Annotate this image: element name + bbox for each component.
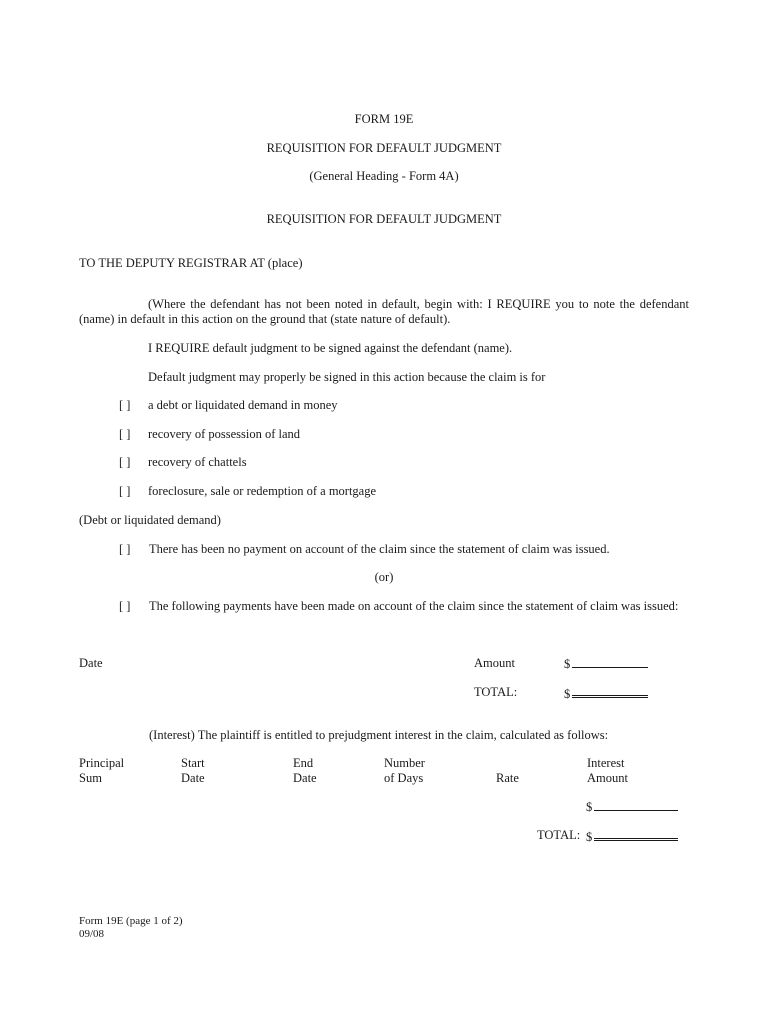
column-header-line1 (496, 756, 519, 771)
currency-symbol: $ (586, 830, 593, 844)
claim-option-label: foreclosure, sale or redemption of a mortgage (148, 484, 377, 498)
no-payment-option: There has been no payment on account of the claim since the statement of claim was issued. (149, 542, 610, 556)
document-title: REQUISITION FOR DEFAULT JUDGMENT (266, 141, 502, 155)
form-number: FORM 19E (354, 112, 414, 126)
column-header-line2: Rate (496, 771, 519, 785)
column-header-line1: Start (181, 756, 205, 770)
total-blank-line (572, 685, 648, 698)
claim-option-label: a debt or liquidated demand in money (148, 398, 338, 412)
interest-total-label: TOTAL: (537, 828, 581, 842)
currency-symbol: $ (586, 800, 593, 814)
payment-date-label: Date (79, 656, 103, 670)
claim-intro: Default judgment may properly be signed in this action because the claim is for (148, 370, 546, 384)
column-header-number-of-days (384, 756, 425, 786)
checkbox[interactable]: [ ] (119, 542, 131, 556)
column-header-line2: of Days (384, 771, 424, 785)
checkbox[interactable]: [ ] (119, 455, 131, 469)
payment-amount-label: Amount (474, 656, 515, 670)
column-header-line2: Date (293, 771, 317, 785)
addressee-line: TO THE DEPUTY REGISTRAR AT (place) (79, 256, 303, 270)
column-header-end-date (293, 756, 317, 786)
column-header-interest-amount (587, 756, 628, 786)
claim-option-label: recovery of possession of land (148, 427, 301, 441)
checkbox[interactable]: [ ] (119, 484, 131, 498)
interest-total-field[interactable] (586, 828, 678, 845)
require-paragraph: I REQUIRE default judgment to be signed against the defendant (name). (148, 341, 513, 355)
footer-form-page: Form 19E (page 1 of 2) (79, 915, 183, 927)
checkbox[interactable]: [ ] (119, 427, 131, 441)
or-separator: (or) (374, 570, 394, 584)
checkbox[interactable]: [ ] (119, 599, 131, 613)
column-header-rate (496, 756, 519, 786)
interest-blank-line (594, 799, 678, 811)
column-header-start-date (181, 756, 205, 786)
column-header-line2: Amount (587, 771, 628, 785)
general-heading: (General Heading - Form 4A) (309, 169, 459, 183)
interest-intro: (Interest) The plaintiff is entitled to prejudgment interest in the claim, calculated as follows: (149, 728, 609, 742)
interest-amount-field[interactable] (586, 799, 678, 815)
footer-date-code: 09/08 (79, 928, 105, 940)
currency-symbol: $ (564, 657, 571, 671)
currency-symbol: $ (564, 687, 571, 701)
noted-default-paragraph: (Where the defendant has not been noted in default, begin with: I REQUIRE you to note the defendant (name) in default in this action on the ground that (state nature of default). (79, 297, 689, 326)
payment-total-field[interactable] (564, 685, 648, 702)
claim-option-label: recovery of chattels (148, 455, 247, 469)
checkbox[interactable]: [ ] (119, 398, 131, 412)
payments-made-option: The following payments have been made on account of the claim since the statement of claim was issued: (149, 599, 679, 613)
payment-total-label: TOTAL: (474, 685, 518, 699)
column-header-line1: Principal (79, 756, 125, 770)
amount-blank-line (572, 656, 648, 668)
column-header-line1: Number (384, 756, 425, 770)
interest-total-blank-line (594, 828, 678, 841)
payment-amount-field[interactable] (564, 656, 648, 672)
column-header-line1: End (293, 756, 314, 770)
column-header-line1: Interest (587, 756, 625, 770)
document-title-repeat: REQUISITION FOR DEFAULT JUDGMENT (266, 212, 502, 226)
debt-section-heading: (Debt or liquidated demand) (79, 513, 221, 527)
column-header-line2: Date (181, 771, 205, 785)
column-header-principal (79, 756, 124, 786)
column-header-line2: Sum (79, 771, 102, 785)
page-footer (79, 915, 183, 941)
